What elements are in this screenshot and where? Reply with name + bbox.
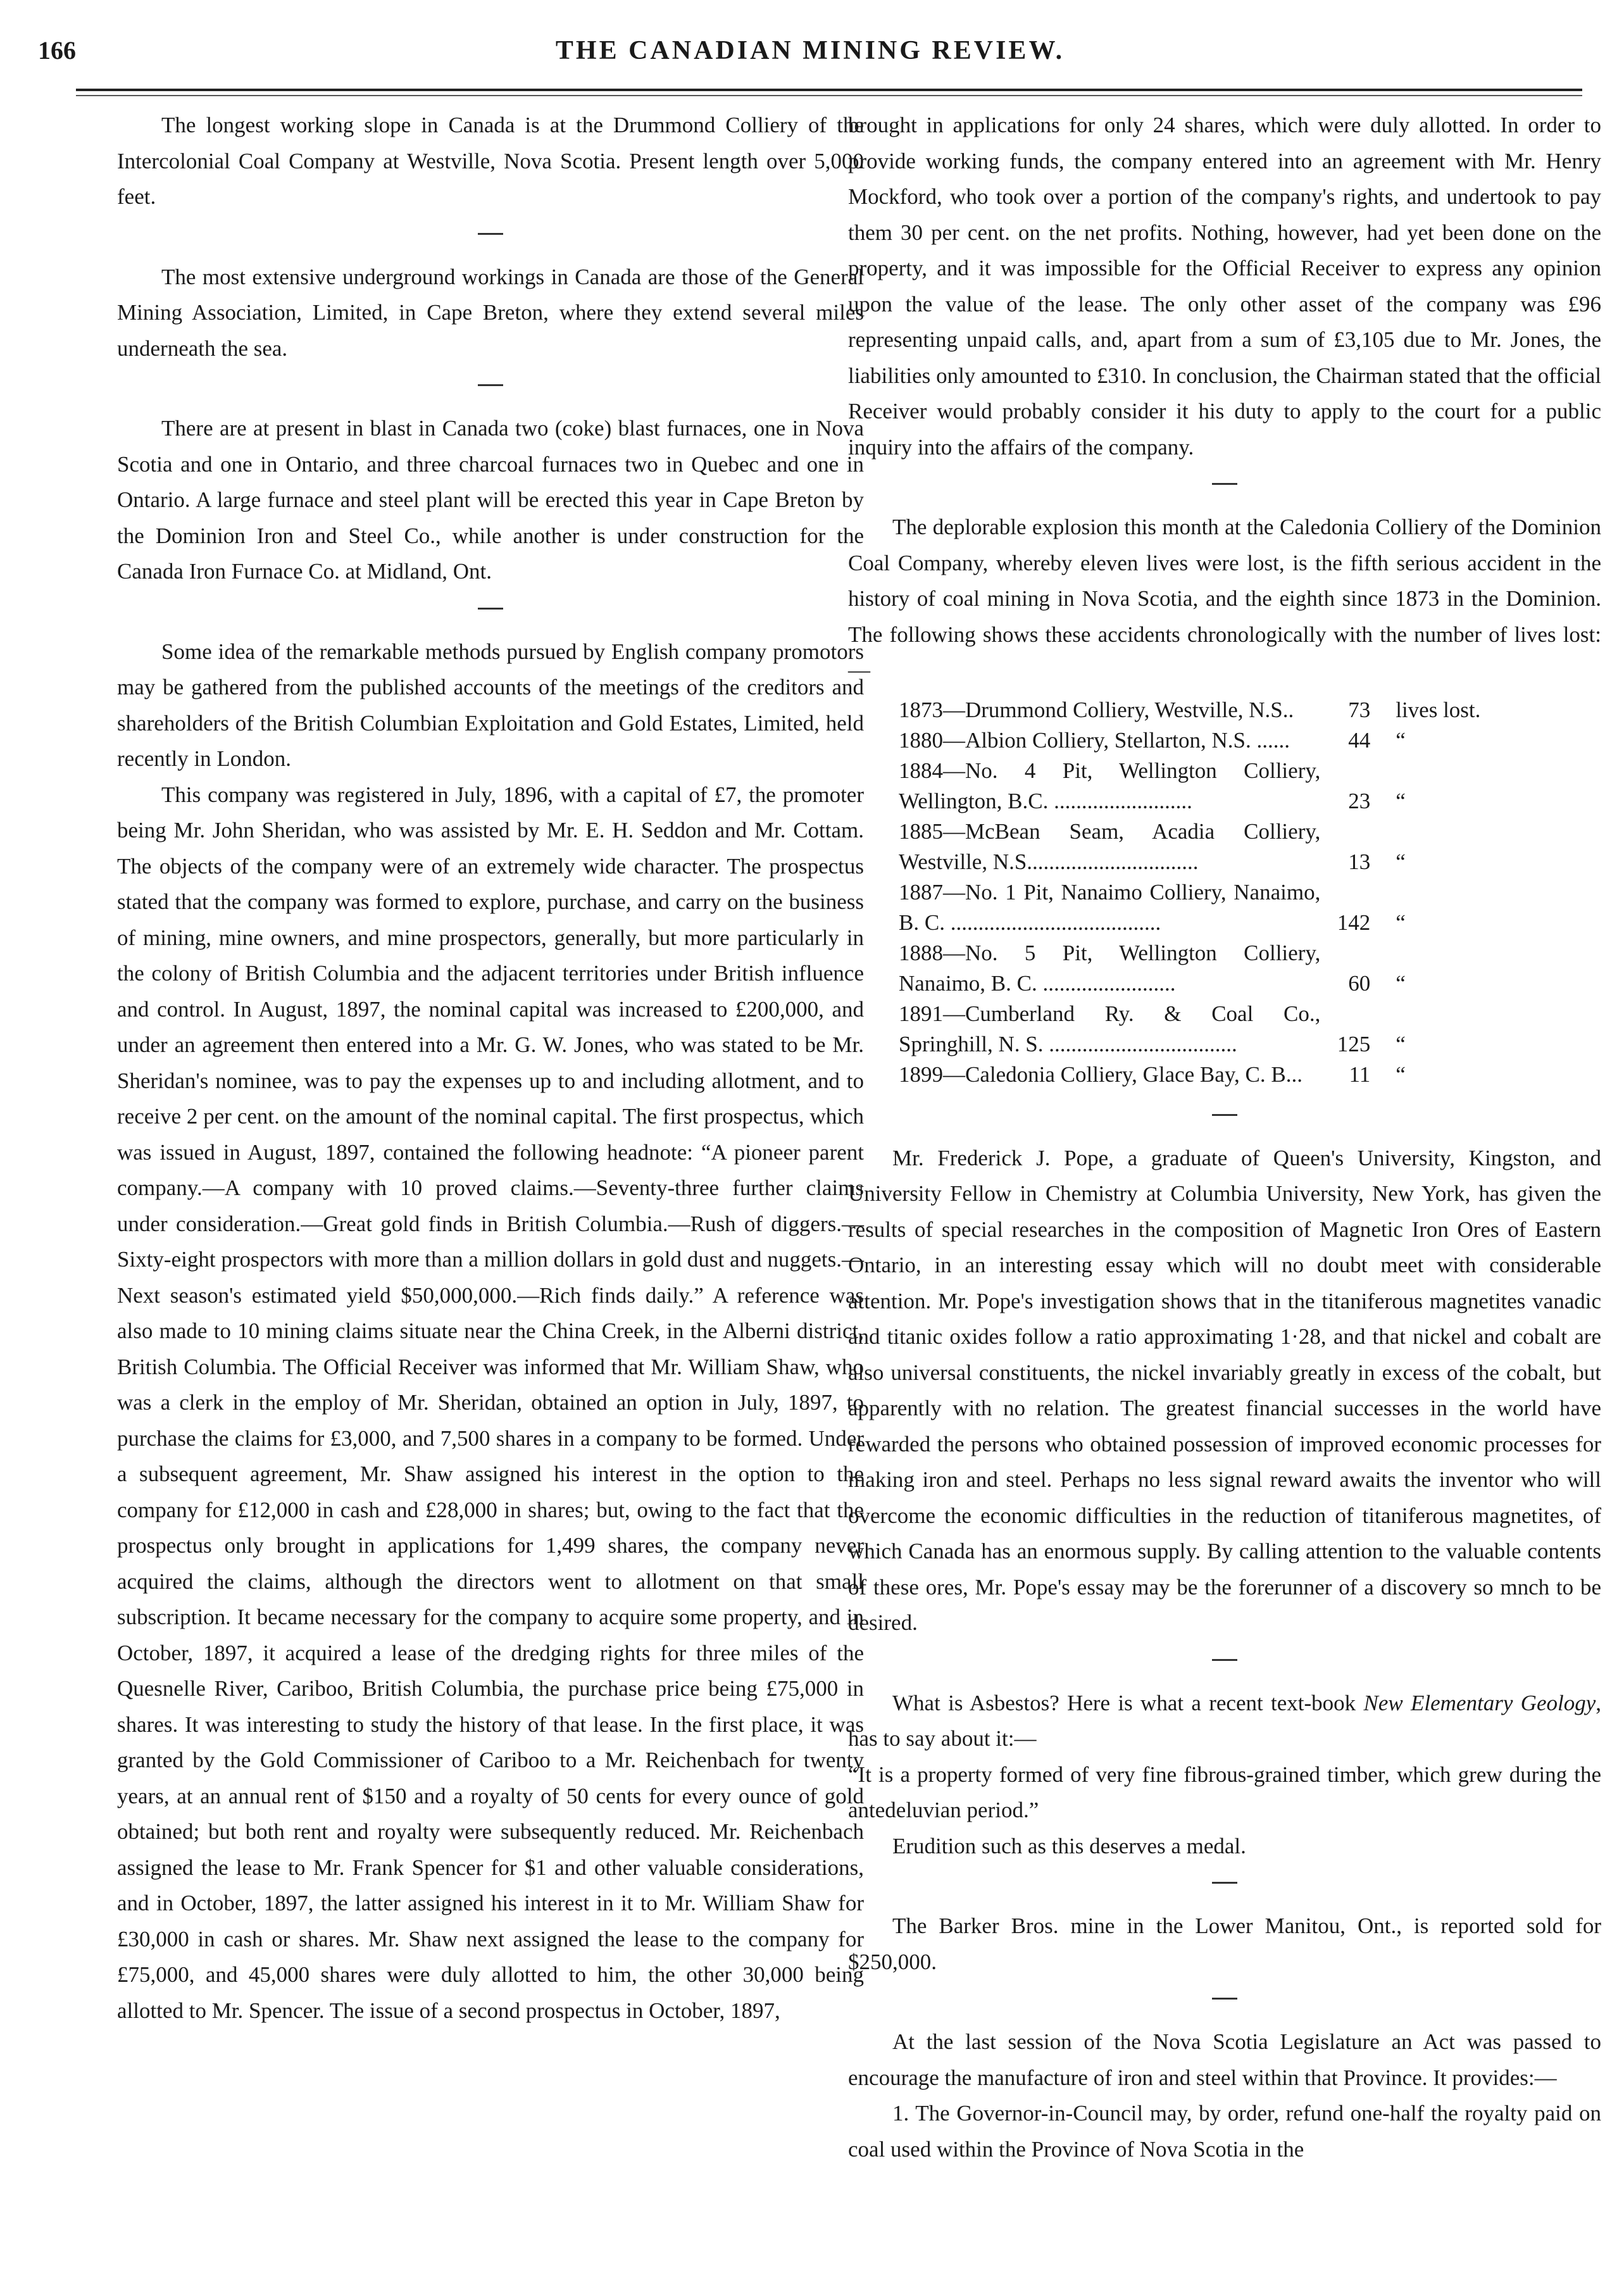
- paragraph-caledonia-explosion: The deplorable explosion this month at the Caledonia Colliery of the Dominion Coal Company, whereby eleven lives were lost, is the fifth serious accident in the history of coal mining in Nova Scotia, and the eighth since 1873 in the Dominion. The following shows these accidents chronologically with the number of lives lost:—: [848, 515, 1601, 682]
- book-title: New Elementary Geology: [1363, 1690, 1596, 1715]
- separator-dash: [117, 215, 864, 260]
- paragraph-pope-essay: Mr. Frederick J. Pope, a graduate of Queen's University, Kingston, and University Fellow in Chemistry at Columbia University, New York, has given the results of special researches in the composition of Magnetic Iron Ores of Eastern Ontario, in an interesting essay which will no doubt meet with considerable attention. Mr. Pope's investigation shows that in the titaniferous magnetites vanadic and titanic oxides follow a ratio approximating 1·28, and that nickel and cobalt are also universal constituents, the nickel invariably greatly in excess of the cobalt, but apparently with no relation. The greatest financial successes in the world have rewarded the persons who obtained possession of improved economic processes for making iron and steel. Perhaps no less signal reward awaits the inventor who will overcome the economic difficulties in the reduction of titaniferous magnetites, of which Canada has an enormous supply. By calling attention to the valuable contents of these ores, Mr. Pope's essay may be the forerunner of a discovery so mnch to be desired.: [848, 1145, 1601, 1635]
- accident-lives: 142: [1337, 910, 1371, 935]
- asbestos-text-post: , has to say about it:—: [848, 1690, 1601, 1751]
- accident-lives: 11: [1349, 1061, 1371, 1087]
- separator-dash: [848, 1641, 1601, 1686]
- accident-event: 1888—No. 5 Pit, Wellington Colliery, Nanaimo, B. C. ........................: [899, 940, 1321, 996]
- accident-event: 1880—Albion Colliery, Stellarton, N.S. ......: [899, 727, 1290, 753]
- accident-unit: “: [1396, 727, 1406, 753]
- separator-dash: [848, 1864, 1601, 1908]
- journal-title: THE CANADIAN MINING REVIEW.: [555, 36, 1065, 65]
- accident-unit: “: [1396, 1031, 1406, 1056]
- paragraph-english-promotors: Some idea of the remarkable methods pursued by English company promotors may be gathered from the published accounts of the meetings of the creditors and shareholders of the British Columbian Exploitation and Gold Estates, Limited, held recently in London.: [117, 639, 864, 771]
- header-rule: [76, 89, 1582, 91]
- paragraph-asbestos: [848, 1686, 1601, 1757]
- accident-lives: 73: [1348, 697, 1371, 722]
- accident-event: 1891—Cumberland Ry. & Coal Co., Springhill, N. S. ..................................: [899, 1001, 1321, 1056]
- separator-dash: [848, 1980, 1601, 2024]
- accident-lives: 23: [1348, 788, 1371, 813]
- paragraph-provision-1: 1. The Governor-in-Council may, by order, refund one-half the royalty paid on coal used within the Province of Nova Scotia in the: [848, 2101, 1601, 2162]
- separator-dash: [848, 1096, 1601, 1141]
- table-row: [899, 877, 1519, 938]
- accident-lives: 13: [1348, 849, 1371, 874]
- table-row: [899, 938, 1519, 999]
- right-column: [848, 108, 1601, 2167]
- accident-lives: 125: [1337, 1031, 1371, 1056]
- accidents-table: [899, 695, 1519, 1090]
- accident-unit: “: [1396, 970, 1406, 996]
- asbestos-text-pre: What is Asbestos? Here is what a recent text-book: [892, 1690, 1364, 1715]
- paragraph-drummond-slope: The longest working slope in Canada is at the Drummond Colliery of the Intercolonial Coal Company at Westville, Nova Scotia. Present length over 5,000 feet.: [117, 113, 864, 209]
- accident-unit: “: [1396, 849, 1406, 874]
- accident-unit: “: [1396, 1061, 1406, 1087]
- paragraph-asbestos-quote: “It is a property formed of very fine fibrous-grained timber, which grew during the antedeluvian period.”: [848, 1762, 1601, 1822]
- accident-lives: 44: [1348, 727, 1371, 753]
- paragraph-company-history-cont: brought in applications for only 24 shares, which were duly allotted. In order to provide working funds, the company entered into an agreement with Mr. Henry Mockford, who took over a portion of the company's rights, and undertook to pay them 30 per cent. on the net profits. Nothing, however, had yet been done on the property, and it was impossible for the Official Receiver to express any opinion upon the value of the lease. The only other asset of the company was £96 representing unpaid calls, and, apart from a sum of £3,105 due to Mr. Jones, the liabilities only amounted to £310. In conclusion, the Chairman stated that the official Receiver would probably consider it his duty to apply to the court for a public inquiry into the affairs of the company.: [848, 113, 1601, 460]
- accident-unit: lives lost.: [1396, 697, 1481, 722]
- paragraph-nova-scotia-act: At the last session of the Nova Scotia Legislature an Act was passed to encourage the manufacture of iron and steel within that Province. It provides:—: [848, 2029, 1601, 2090]
- table-row: [899, 817, 1519, 877]
- paragraph-company-history: This company was registered in July, 1896, with a capital of £7, the promoter being Mr. John Sheridan, who was assisted by Mr. E. H. Seddon and Mr. Cottam. The objects of the company were of an extremely wide character. The prospectus stated that the company was formed to explore, purchase, and carry on the business of mining, mine owners, and mine prospectors, generally, but more particularly in the colony of British Columbia and the adjacent territories under British influence and control. In August, 1897, the nominal capital was increased to £200,000, and under an agreement then entered into a Mr. G. W. Jones, who was stated to be Mr. Sheridan's nominee, was to pay the expenses up to and including allotment, and to receive 2 per cent. on the amount of the nominal capital. The first prospectus, which was issued in August, 1897, contained the following headnote: “A pioneer parent company.—A company with 10 proved claims.—Seventy-three further claims under consideration.—Great gold finds in British Columbia.—Rush of diggers.—Sixty-eight prospectors with more than a million dollars in gold dust and nuggets.—Next season's estimated yield $50,000,000.—Rich finds daily.” A reference was also made to 10 mining claims situate near the China Creek, in the Alberni district, British Columbia. The Official Receiver was informed that Mr. William Shaw, who was a clerk in the employ of Mr. Sheridan, obtained an option in July, 1897, to purchase the claims for £3,000, and 7,500 shares in a company to be formed. Under a subsequent agreement, Mr. Shaw assigned his interest in the option to the company for £12,000 in cash and £28,000 in shares; but, owing to the fact that the prospectus only brought in applications for 1,499 shares, the company never acquired the claims, although the directors went to allotment on that small subscription. It became necessary for the company to acquire some property, and in October, 1897, it acquired a lease of the dredging rights for three miles of the Quesnelle River, Cariboo, British Columbia, the purchase price being £75,000 in shares. It was interesting to study the history of that lease. In the first place, it was granted by the Gold Commissioner of Cariboo to a Mr. Reichenbach for twenty years, at an annual rent of $150 and a royalty of 50 cents for every ounce of gold obtained; but both rent and royalty were subsequently reduced. Mr. Reichenbach assigned the lease to Mr. Frank Spencer for $1 and other valuable considerations, and in October, 1897, the latter assigned his interest in it to Mr. William Shaw for £30,000 in cash or shares. Mr. Shaw next assigned the lease to the company for £75,000, and 45,000 shares were duly allotted to him, the other 30,000 being allotted to Mr. Spencer. The issue of a second prospectus in October, 1897,: [117, 782, 864, 2023]
- accident-unit: “: [1396, 788, 1406, 813]
- table-row: [899, 756, 1519, 817]
- paragraph-blast-furnaces: There are at present in blast in Canada two (coke) blast furnaces, one in Nova Scotia and one in Ontario, and three charcoal furnaces two in Quebec and one in Ontario. A large furnace and steel plant will be erected this year in Cape Breton by the Dominion Iron and Steel Co., while another is under construction for the Canada Iron Furnace Co. at Midland, Ont.: [117, 416, 864, 584]
- left-column: [117, 108, 864, 2029]
- page-number: 166: [38, 36, 76, 65]
- accident-event: 1887—No. 1 Pit, Nanaimo Colliery, Nanaimo, B. C. ......................................: [899, 879, 1321, 935]
- table-row: [899, 1060, 1519, 1090]
- paragraph-erudition: Erudition such as this deserves a medal.: [892, 1833, 1246, 1858]
- table-row: [899, 725, 1519, 756]
- paragraph-underground-workings: The most extensive underground workings in Canada are those of the General Mining Association, Limited, in Cape Breton, where they extend several miles underneath the sea.: [117, 264, 864, 361]
- table-row: [899, 695, 1519, 725]
- separator-dash: [117, 366, 864, 411]
- paragraph-barker-bros: The Barker Bros. mine in the Lower Manitou, Ont., is reported sold for $250,000.: [848, 1913, 1601, 1974]
- accident-event: 1899—Caledonia Colliery, Glace Bay, C. B...: [899, 1061, 1302, 1087]
- page-header: [38, 32, 1582, 76]
- accident-event: 1884—No. 4 Pit, Wellington Colliery, Wellington, B.C. .........................: [899, 758, 1321, 813]
- separator-dash: [848, 465, 1601, 510]
- table-row: [899, 999, 1519, 1060]
- accident-unit: “: [1396, 910, 1406, 935]
- header-rule-thin: [76, 95, 1582, 96]
- accident-lives: 60: [1348, 970, 1371, 996]
- accident-event: 1885—McBean Seam, Acadia Colliery, Westville, N.S...............................: [899, 818, 1321, 874]
- accident-event: 1873—Drummond Colliery, Westville, N.S..: [899, 697, 1294, 722]
- separator-dash: [117, 590, 864, 634]
